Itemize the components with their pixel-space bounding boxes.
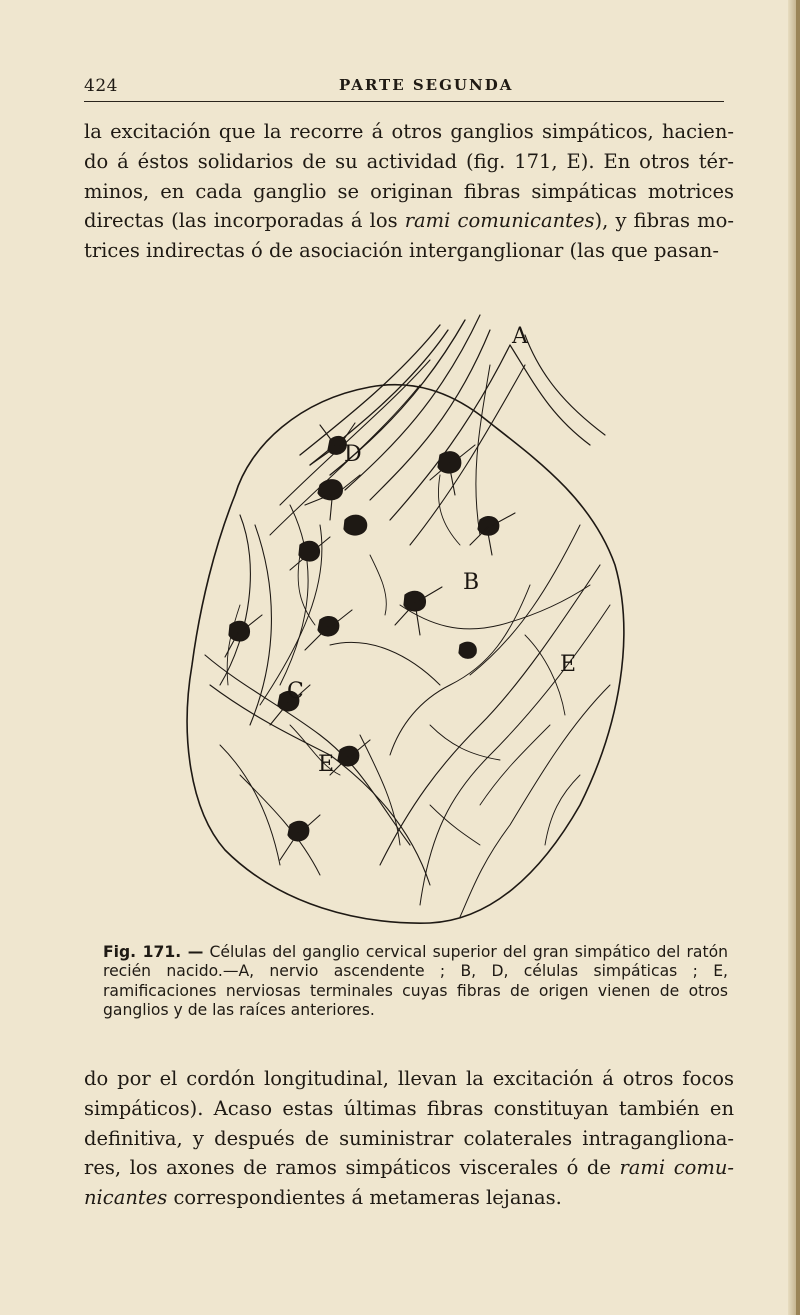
paragraph-text: correspondientes á metameras lejanas. (167, 1186, 562, 1210)
italic-term: rami comunicantes (404, 209, 595, 233)
figure-label-d: D (344, 442, 362, 467)
figure-ganglion-illustration (180, 305, 640, 935)
figure-label-a: A (512, 324, 528, 349)
italic-term: rami comu-nicantes (84, 1156, 734, 1210)
figure-label-c: C (287, 679, 304, 704)
body-paragraph-top (84, 117, 734, 266)
caption-figure-number: Fig. 171. — (103, 943, 204, 961)
page-edge-shadow (796, 0, 800, 1315)
figure-label-e-right: E (560, 652, 577, 677)
caption-text: Células del ganglio cervical superior del gran simpático del ratón recién nacido.—A, nervio ascendente ; B, D, células simpáticas ; E, ramificaciones nerviosas terminales cuyas fibras de origen vienen de otros ganglios y de las raíces anteriores. (103, 943, 728, 1020)
paragraph-text: ), y fibras mo-trices indirectas ó de asociación interganglionar (las que pasan- (84, 209, 734, 263)
running-title: PARTE SEGUNDA (339, 76, 514, 94)
figure-label-b: B (463, 570, 480, 595)
paragraph-text: do por el cordón longitudinal, llevan la excitación á otros focos simpáticos). Acaso estas últimas fibras constituyan también en definitiva, y después de suministrar colaterales intragangliona-res, los axones de ramos simpáticos viscerales ó de (84, 1067, 734, 1180)
ganglion-drawing (180, 305, 640, 935)
ganglion-outline (187, 385, 624, 923)
header-rule (84, 101, 724, 102)
running-head (84, 72, 724, 98)
body-paragraph-bottom (84, 1064, 734, 1213)
figure-caption (103, 943, 728, 1021)
figure-label-e-left: E (318, 752, 335, 777)
paragraph-text: la excitación que la recorre á otros ganglios simpáticos, hacien-do á éstos solidarios de su actividad (fig. 171, E). En otros tér-minos, en cada ganglio se originan fibras simpáticas motrices directas (las incorporadas á los (84, 120, 734, 233)
page-number: 424 (84, 76, 118, 96)
